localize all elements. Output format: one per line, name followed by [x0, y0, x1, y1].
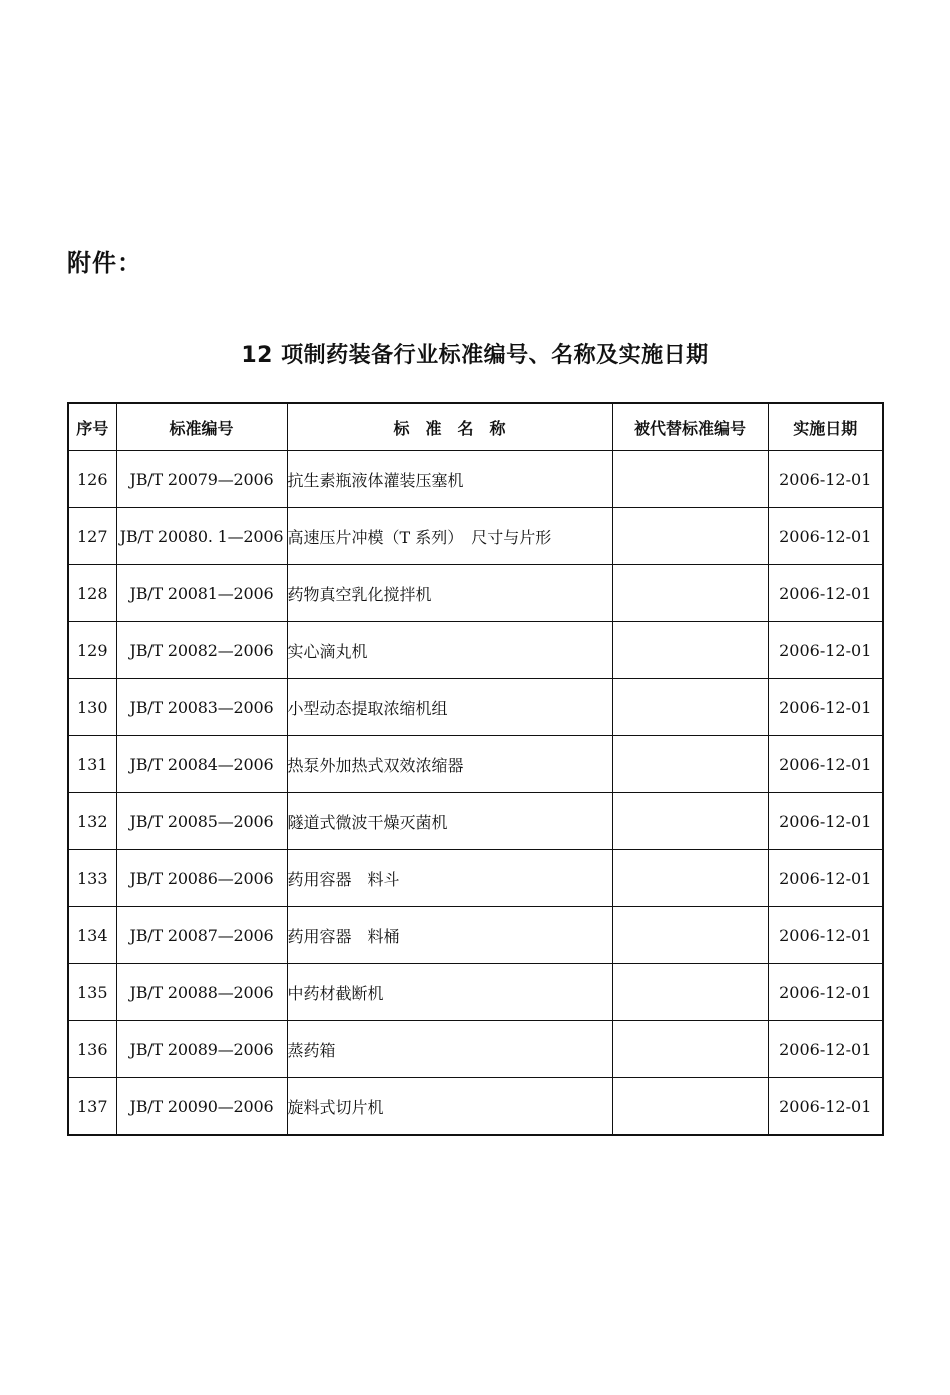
cell-standard-code: JB/T 20081—2006 — [116, 565, 287, 622]
cell-replaced-code — [612, 1078, 768, 1136]
cell-standard-name: 隧道式微波干燥灭菌机 — [287, 793, 612, 850]
cell-serial-no: 132 — [68, 793, 116, 850]
cell-standard-code: JB/T 20082—2006 — [116, 622, 287, 679]
cell-standard-code: JB/T 20089—2006 — [116, 1021, 287, 1078]
header-effective-date: 实施日期 — [768, 403, 883, 451]
table-row — [68, 793, 883, 850]
cell-replaced-code — [612, 508, 768, 565]
cell-replaced-code — [612, 622, 768, 679]
cell-serial-no: 131 — [68, 736, 116, 793]
attachment-label: 附件： — [67, 249, 142, 277]
standards-table — [67, 402, 884, 1136]
cell-standard-name: 高速压片冲模（T 系列） 尺寸与片形 — [287, 508, 612, 565]
table-row — [68, 622, 883, 679]
cell-replaced-code — [612, 451, 768, 508]
header-standard-code: 标准编号 — [116, 403, 287, 451]
table-row — [68, 508, 883, 565]
cell-serial-no: 137 — [68, 1078, 116, 1136]
cell-serial-no: 134 — [68, 907, 116, 964]
cell-effective-date: 2006-12-01 — [768, 850, 883, 907]
cell-replaced-code — [612, 736, 768, 793]
cell-effective-date: 2006-12-01 — [768, 508, 883, 565]
table-row — [68, 679, 883, 736]
cell-standard-code: JB/T 20080. 1—2006 — [116, 508, 287, 565]
cell-replaced-code — [612, 907, 768, 964]
table-row — [68, 565, 883, 622]
cell-serial-no: 136 — [68, 1021, 116, 1078]
cell-replaced-code — [612, 964, 768, 1021]
cell-replaced-code — [612, 793, 768, 850]
cell-standard-code: JB/T 20090—2006 — [116, 1078, 287, 1136]
cell-effective-date: 2006-12-01 — [768, 793, 883, 850]
cell-effective-date: 2006-12-01 — [768, 907, 883, 964]
table-row — [68, 451, 883, 508]
cell-standard-name: 中药材截断机 — [287, 964, 612, 1021]
cell-standard-code: JB/T 20085—2006 — [116, 793, 287, 850]
header-standard-name: 标 准 名 称 — [287, 403, 612, 451]
cell-replaced-code — [612, 679, 768, 736]
cell-serial-no: 128 — [68, 565, 116, 622]
table-row — [68, 850, 883, 907]
cell-standard-name: 药用容器 料桶 — [287, 907, 612, 964]
cell-effective-date: 2006-12-01 — [768, 451, 883, 508]
cell-standard-name: 实心滴丸机 — [287, 622, 612, 679]
cell-effective-date: 2006-12-01 — [768, 622, 883, 679]
cell-standard-code: JB/T 20087—2006 — [116, 907, 287, 964]
cell-effective-date: 2006-12-01 — [768, 1021, 883, 1078]
table-row — [68, 736, 883, 793]
cell-standard-name: 药物真空乳化搅拌机 — [287, 565, 612, 622]
cell-standard-code: JB/T 20084—2006 — [116, 736, 287, 793]
cell-serial-no: 129 — [68, 622, 116, 679]
table-row — [68, 1078, 883, 1136]
cell-serial-no: 130 — [68, 679, 116, 736]
cell-standard-code: JB/T 20079—2006 — [116, 451, 287, 508]
cell-standard-name: 药用容器 料斗 — [287, 850, 612, 907]
cell-effective-date: 2006-12-01 — [768, 679, 883, 736]
header-serial-no: 序号 — [68, 403, 116, 451]
table-row — [68, 1021, 883, 1078]
cell-effective-date: 2006-12-01 — [768, 1078, 883, 1136]
cell-serial-no: 135 — [68, 964, 116, 1021]
cell-standard-name: 旋料式切片机 — [287, 1078, 612, 1136]
cell-standard-name: 热泵外加热式双效浓缩器 — [287, 736, 612, 793]
table-row — [68, 964, 883, 1021]
cell-effective-date: 2006-12-01 — [768, 565, 883, 622]
cell-standard-name: 蒸药箱 — [287, 1021, 612, 1078]
cell-replaced-code — [612, 850, 768, 907]
cell-standard-name: 小型动态提取浓缩机组 — [287, 679, 612, 736]
cell-standard-code: JB/T 20083—2006 — [116, 679, 287, 736]
cell-standard-code: JB/T 20086—2006 — [116, 850, 287, 907]
cell-replaced-code — [612, 565, 768, 622]
page-title: 12 项制药装备行业标准编号、名称及实施日期 — [241, 343, 709, 368]
cell-serial-no: 127 — [68, 508, 116, 565]
cell-replaced-code — [612, 1021, 768, 1078]
table-body — [68, 451, 883, 1136]
cell-effective-date: 2006-12-01 — [768, 964, 883, 1021]
cell-serial-no: 133 — [68, 850, 116, 907]
table-header-row — [68, 403, 883, 451]
cell-standard-code: JB/T 20088—2006 — [116, 964, 287, 1021]
table-row — [68, 907, 883, 964]
header-replaced-code: 被代替标准编号 — [612, 403, 768, 451]
cell-standard-name: 抗生素瓶液体灌装压塞机 — [287, 451, 612, 508]
cell-effective-date: 2006-12-01 — [768, 736, 883, 793]
cell-serial-no: 126 — [68, 451, 116, 508]
